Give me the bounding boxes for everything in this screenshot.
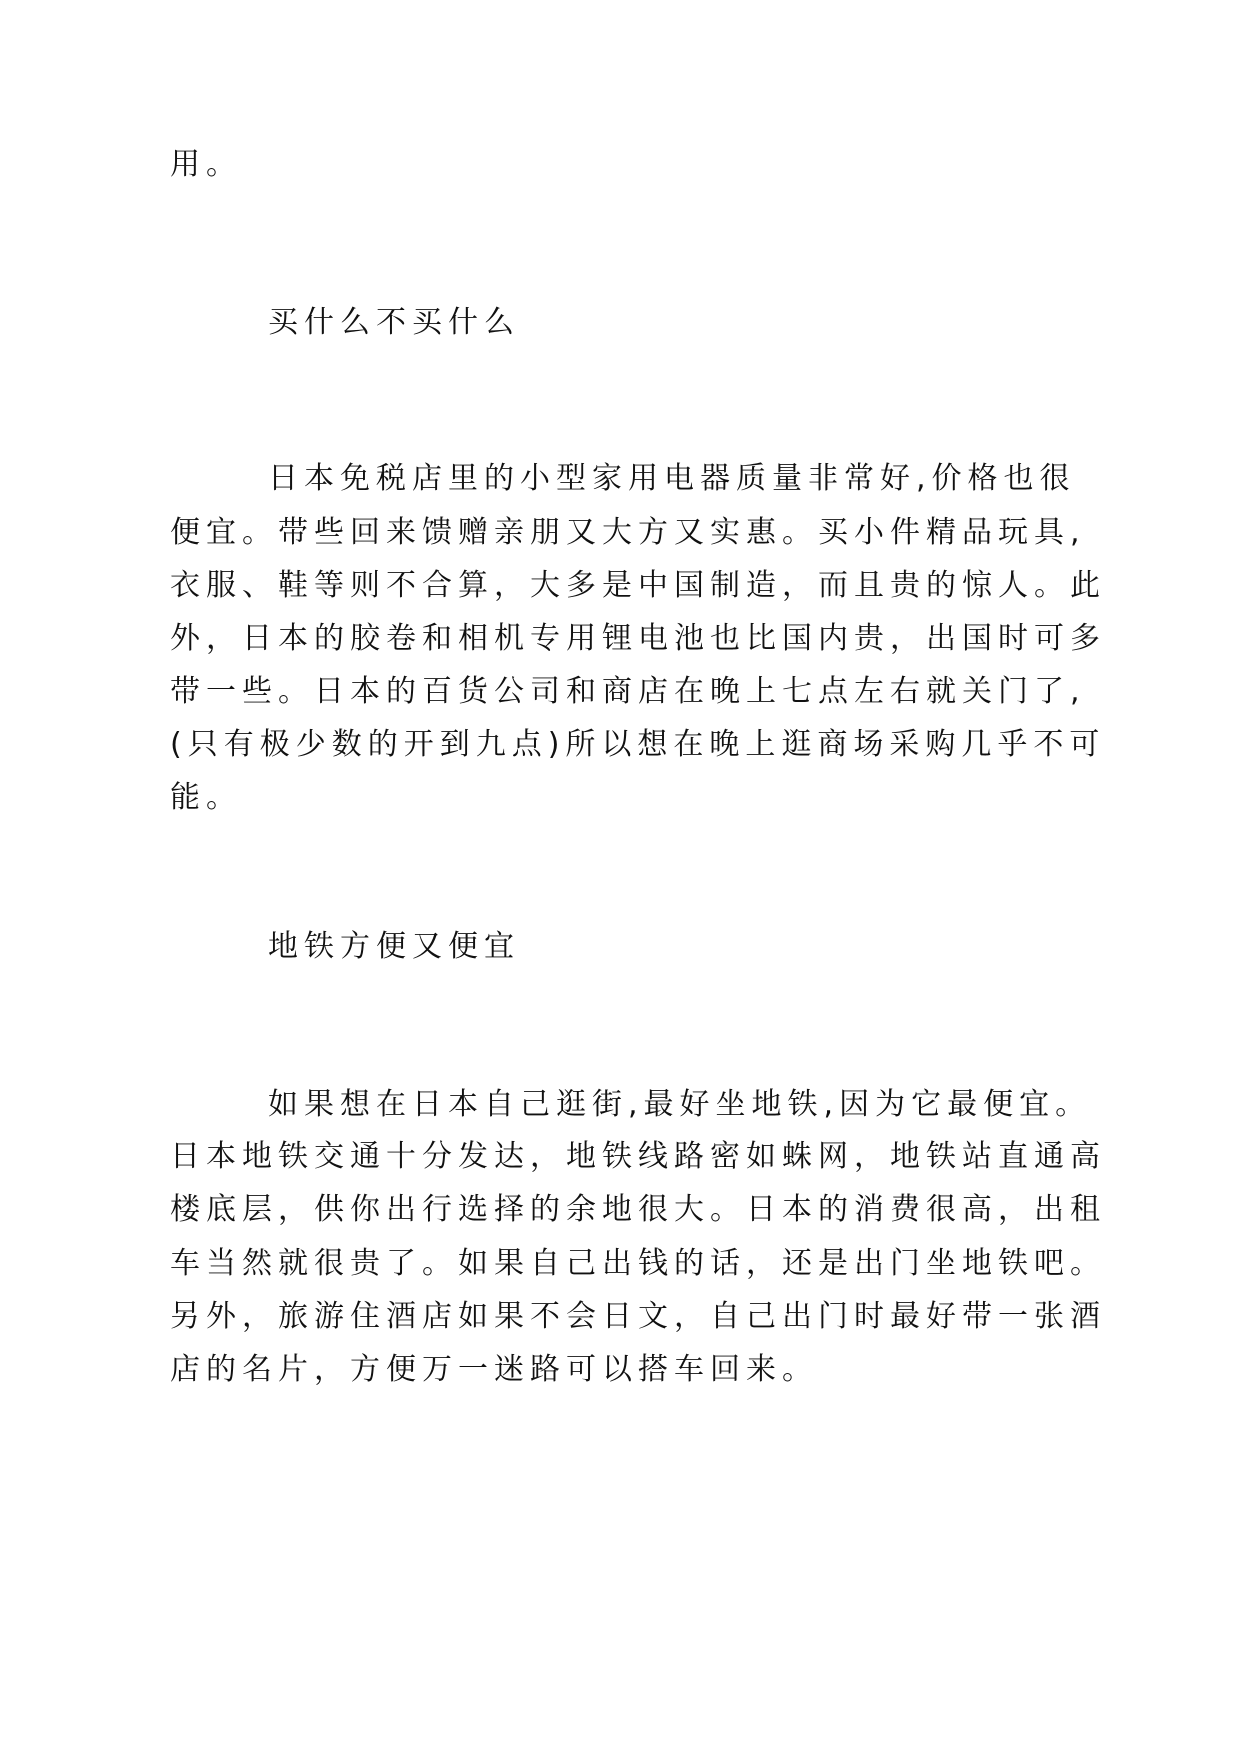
paragraph-line: 如果想在日本自己逛街,最好坐地铁,因为它最便宜。	[268, 1087, 1092, 1122]
section-heading-subway: 地铁方便又便宜	[268, 929, 520, 964]
paragraph-line: 另外，旅游住酒店如果不会日文，自己出门时最好带一张酒	[170, 1299, 1106, 1334]
paragraph-line: (只有极少数的开到九点)所以想在晚上逛商场采购几乎不可	[170, 727, 1106, 762]
paragraph-line: 车当然就很贵了。如果自己出钱的话，还是出门坐地铁吧。	[170, 1246, 1106, 1281]
paragraph-line: 能。	[170, 780, 242, 815]
section-heading-shopping: 买什么不买什么	[268, 305, 520, 340]
paragraph-line: 日本地铁交通十分发达，地铁线路密如蛛网，地铁站直通高	[170, 1139, 1106, 1174]
paragraph-line: 衣服、鞋等则不合算，大多是中国制造，而且贵的惊人。此	[170, 568, 1106, 603]
paragraph-line: 便宜。带些回来馈赠亲朋又大方又实惠。买小件精品玩具,	[170, 515, 1086, 550]
paragraph-line: 外，日本的胶卷和相机专用锂电池也比国内贵，出国时可多	[170, 621, 1106, 656]
paragraph-fragment: 用。	[170, 147, 242, 182]
paragraph-line: 楼底层，供你出行选择的余地很大。日本的消费很高，出租	[170, 1192, 1106, 1227]
paragraph-line: 日本免税店里的小型家用电器质量非常好,价格也很	[268, 461, 1076, 496]
paragraph-line: 店的名片，方便万一迷路可以搭车回来。	[170, 1352, 818, 1387]
paragraph-line: 带一些。日本的百货公司和商店在晚上七点左右就关门了,	[170, 674, 1086, 709]
